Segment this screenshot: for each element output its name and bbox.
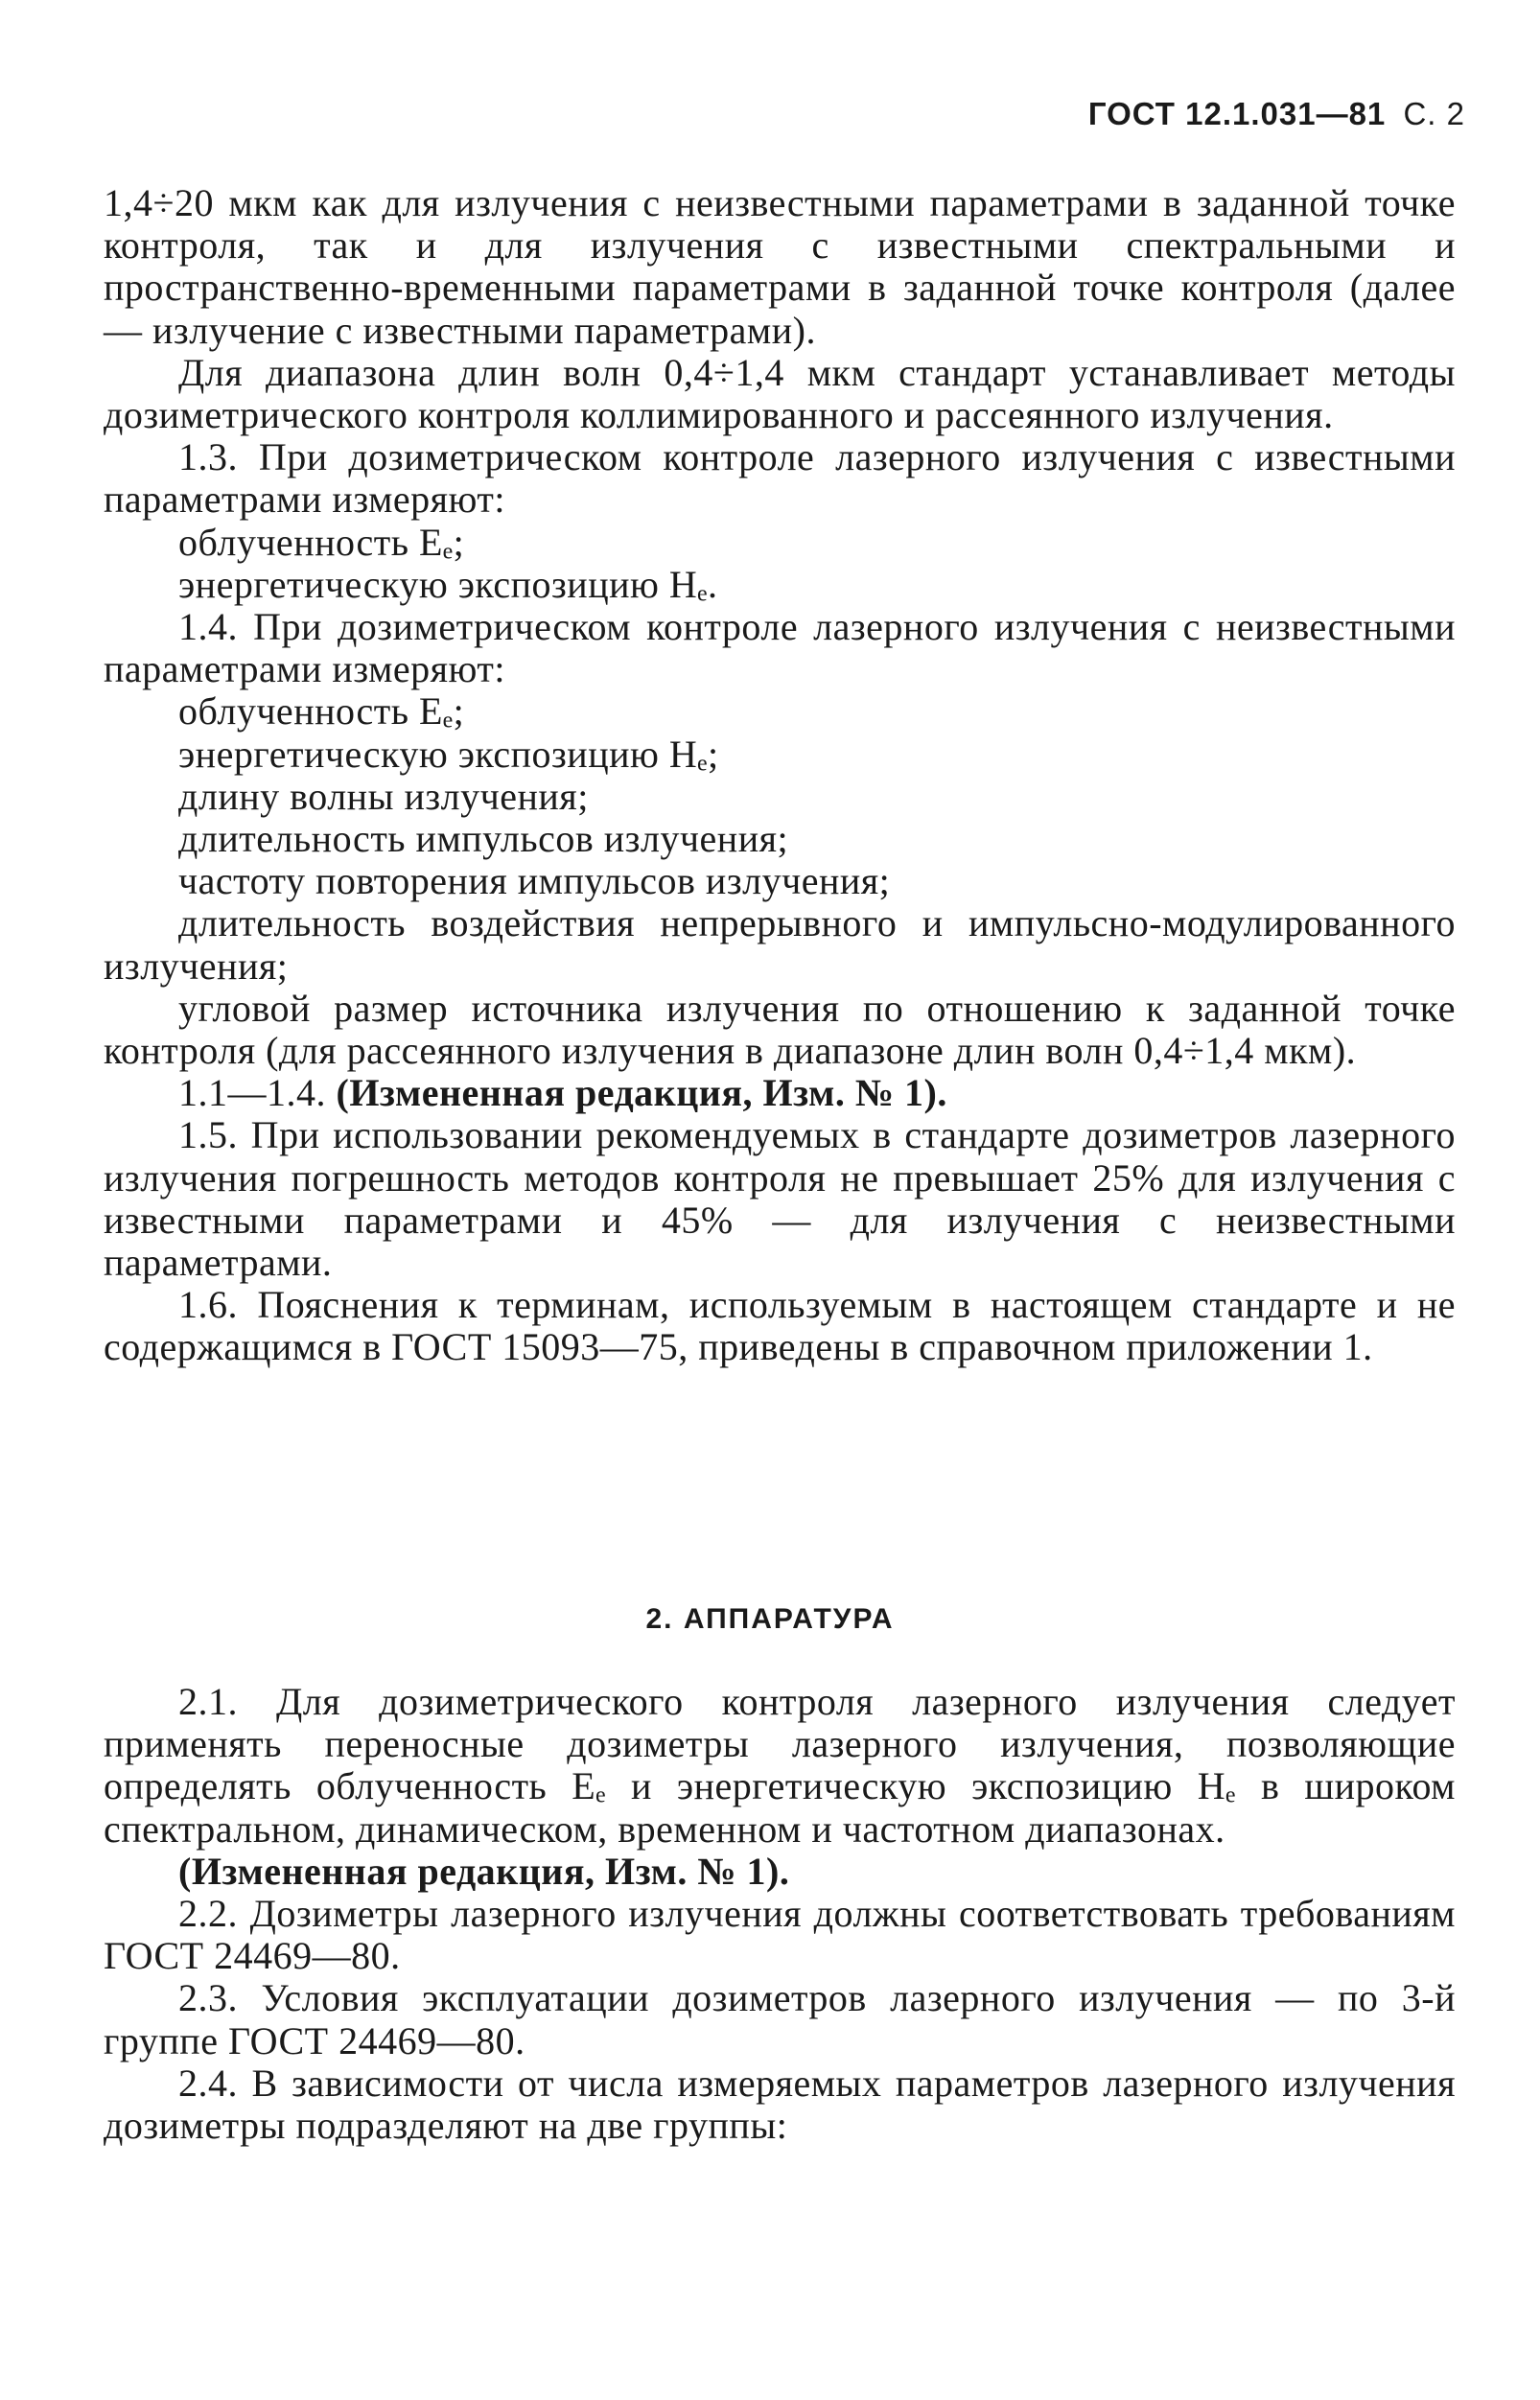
paragraph-continuation: 1,4÷20 мкм как для излучения с неизвестными параметрами в заданной точке контроля, так и для излучения с известными спектральными и пространственно-временными параметрами в заданной точке контроля (далее — излучение с известными параметрами). [104,181,1456,352]
paragraph-range: Для диапазона длин волн 0,4÷1,4 мкм стандарт устанавливает методы дозиметрического контроля коллимированного и рассеянного излучения. [104,350,1456,437]
list-item: длительность воздействия непрерывного и импульсно-модулированного излучения; [104,901,1456,988]
list-item: энергетическую экспозицию Hₑ. [178,562,718,606]
list-item: облученность Eₑ; [178,689,465,734]
standard-number: ГОСТ 12.1.031—81 [1087,96,1387,131]
list-item: частоту повторения импульсов излучения; [178,859,891,903]
paragraph-2-4: 2.4. В зависимости от числа измеряемых параметров лазерного излучения дозиметры подразделяют на две группы: [104,2061,1456,2148]
paragraph-1-6: 1.6. Пояснения к терминам, используемым в настоящем стандарте и не содержащимся в ГОСТ 15093—75, приведены в справочном приложении 1. [104,1283,1456,1369]
amendment-note: (Измененная редакция, Изм. № 1). [178,1849,790,1893]
paragraph-1-4: 1.4. При дозиметрическом контроле лазерного излучения с неизвестными параметрами измеряют: [104,605,1456,691]
list-item: длину волны излучения; [178,774,589,818]
amendment-text: (Измененная редакция, Изм. № 1). [336,1071,947,1115]
paragraph-1-5: 1.5. При использовании рекомендуемых в стандарте дозиметров лазерного излучения погрешность методов контроля не превышает 25% для излучения с известными параметрами и 45% — для излучения с неизвестными параметрами. [104,1113,1456,1285]
section-heading: 2. АППАРАТУРА [645,1603,895,1635]
amendment-note [104,1072,1456,1114]
amendment-range: 1.1—1.4. [178,1071,326,1115]
section-1-body [104,182,1456,1369]
running-header [1088,96,1465,132]
paragraph-2-3: 2.3. Условия эксплуатации дозиметров лазерного излучения — по 3-й группе ГОСТ 24469—80. [104,1976,1456,2062]
paragraph-2-1: 2.1. Для дозиметрического контроля лазерного излучения следует применять переносные дозиметры лазерного излучения, позволяющие определять облученность Eₑ и энергетическую экспозицию Hₑ в широком спектральном, динамическом, временном и частотном диапазонах. [104,1680,1456,1851]
list-item: угловой размер источника излучения по отношению к заданной точке контроля (для рассеянного излучения в диапазоне длин волн 0,4÷1,4 мкм). [104,986,1456,1073]
page-number: С. 2 [1403,96,1465,131]
list-item: длительность импульсов излучения; [178,817,789,861]
paragraph-2-2: 2.2. Дозиметры лазерного излучения должны соответствовать требованиям ГОСТ 24469—80. [104,1892,1456,1978]
paragraph-1-3: 1.3. При дозиметрическом контроле лазерного излучения с известными параметрами измеряют: [104,435,1456,522]
list-item: энергетическую экспозицию Hₑ; [178,732,719,776]
section-2-body [104,1681,1456,2147]
list-item: облученность Eₑ; [178,520,465,564]
